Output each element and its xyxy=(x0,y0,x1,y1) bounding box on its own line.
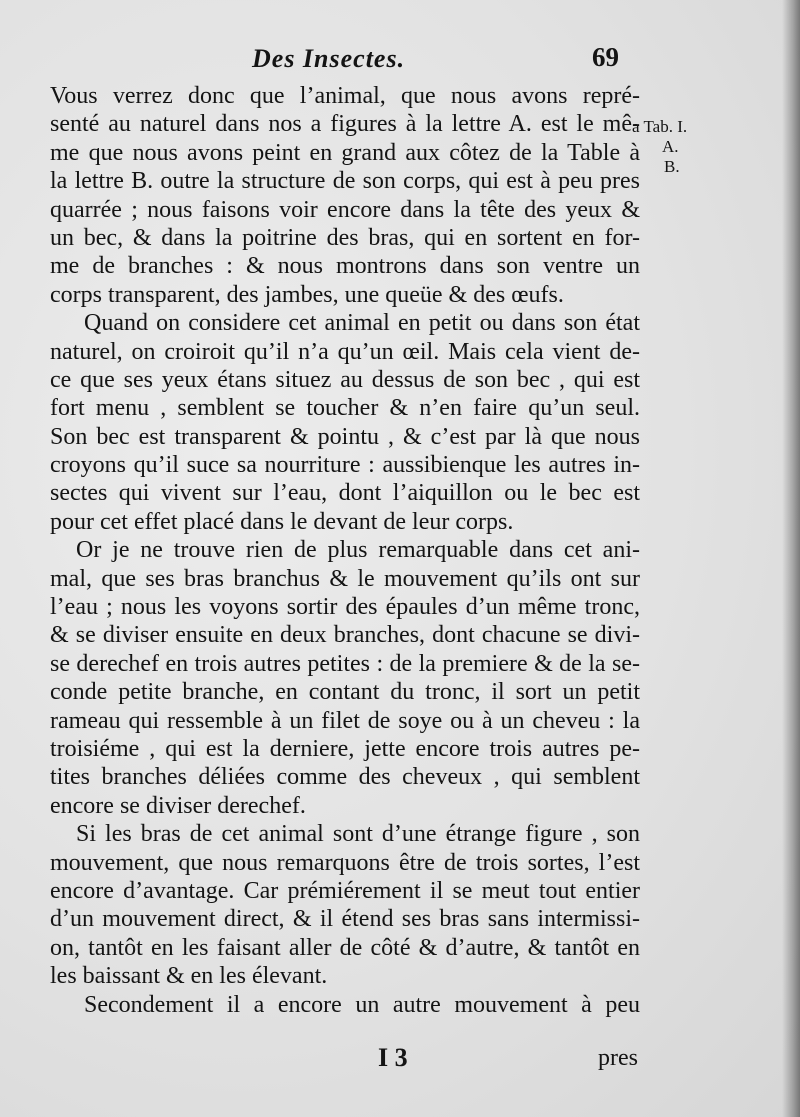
margin-note xyxy=(632,117,712,177)
text-line: Quand on considere cet animal en petit ou dans son état xyxy=(84,310,640,337)
text-line: Secondement il a encore un autre mouvement à peu xyxy=(84,991,640,1018)
text-line: Or je ne trouve rien de plus remarquable dans cet ani- xyxy=(76,537,640,564)
page-edge-shadow xyxy=(782,0,800,1117)
text-line: me de branches : & nous montrons dans son ventre un xyxy=(50,253,640,280)
text-line: encore se diviser derechef. xyxy=(50,792,306,819)
text-line: Vous verrez donc que l’animal, que nous avons repré- xyxy=(50,83,640,109)
text-line: on, tantôt en les faisant aller de côté & d’autre, & tantôt en xyxy=(50,934,640,961)
catchword: pres xyxy=(598,1045,638,1071)
body-text xyxy=(50,82,640,1019)
text-line: Si les bras de cet animal sont d’une étrange figure , son xyxy=(76,821,640,848)
margin-note-line: A. xyxy=(662,137,679,156)
margin-note-line: a Tab. I. xyxy=(632,117,688,136)
text-line: un bec, & dans la poitrine des bras, qui en sortent en for- xyxy=(50,224,640,251)
text-line: rameau qui ressemble à un filet de soye ou à un cheveu : la xyxy=(50,707,640,734)
text-line: d’un mouvement direct, & il étend ses bras sans intermissi- xyxy=(50,906,640,933)
text-line: troisiéme , qui est la derniere, jette encore trois autres pe- xyxy=(50,735,640,762)
running-head: Des Insectes. xyxy=(252,44,406,73)
text-line: corps transparent, des jambes, une queüe & des œufs. xyxy=(50,281,564,308)
text-line: Son bec est transparent & pointu , & c’est par là que nous xyxy=(50,423,640,450)
text-line: la lettre B. outre la structure de son corps, qui est à peu pres xyxy=(50,168,640,195)
text-line: quarrée ; nous faisons voir encore dans la tête des yeux & xyxy=(50,196,640,223)
text-line: sectes qui vivent sur l’eau, dont l’aiquillon ou le bec est xyxy=(50,480,640,507)
text-line: pour cet effet placé dans le devant de leur corps. xyxy=(50,508,514,535)
signature-mark: I 3 xyxy=(378,1043,408,1072)
text-line: naturel, on croiroit qu’il n’a qu’un œil. Mais cela vient de- xyxy=(50,338,640,365)
text-line: l’eau ; nous les voyons sortir des épaules d’un même tronc, xyxy=(50,594,640,621)
text-line: les baissant & en les élevant. xyxy=(50,963,328,990)
text-line: fort menu , semblent se toucher & n’en faire qu’un seul. xyxy=(50,395,640,422)
text-line: se derechef en trois autres petites : de la premiere & de la se- xyxy=(50,650,640,677)
text-line: mal, que ses bras branchus & le mouvement qu’ils ont sur xyxy=(50,565,640,592)
text-line: ce que ses yeux étans situez au dessus de son bec , qui est xyxy=(50,366,640,393)
text-line: croyons qu’il suce sa nourriture : aussibienque les autres in- xyxy=(50,452,640,479)
text-line: & se diviser ensuite en deux branches, dont chacune se divi- xyxy=(50,622,640,649)
text-line: tites branches déliées comme des cheveux , qui semblent xyxy=(50,764,640,791)
text-line: encore d’avantage. Car prémiérement il se meut tout entier xyxy=(50,877,640,904)
text-line: mouvement, que nous remarquons être de trois sortes, l’est xyxy=(50,849,640,876)
page-number: 69 xyxy=(592,42,619,72)
text-line: conde petite branche, en contant du tronc, il sort un petit xyxy=(50,679,640,706)
text-line: senté au naturel dans nos a figures à la lettre A. est le mê- xyxy=(50,111,640,138)
margin-note-line: B. xyxy=(664,157,680,176)
text-line: me que nous avons peint en grand aux côtez de la Table à xyxy=(50,139,640,166)
